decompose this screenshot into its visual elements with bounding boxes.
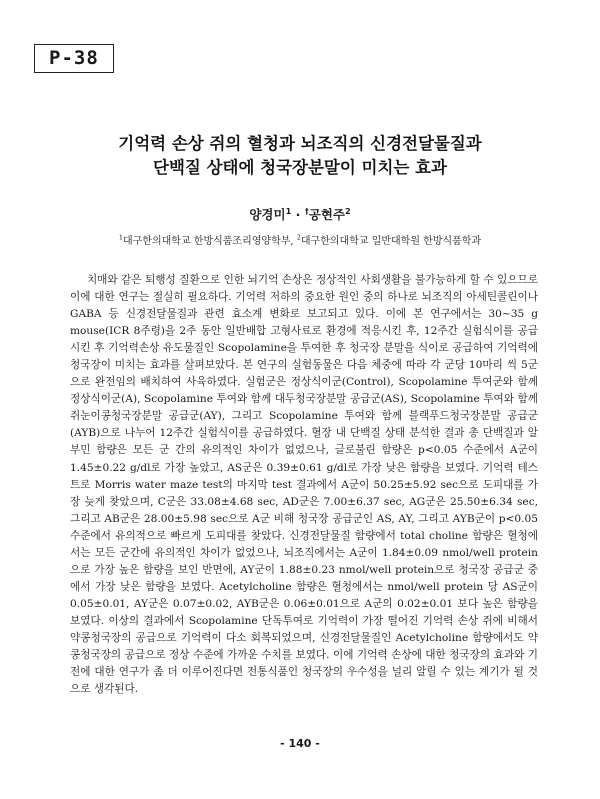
paper-title: [0, 132, 600, 180]
title-line-2: 단백질 상태에 청국장분말이 미치는 효과: [153, 158, 447, 177]
author-2-name: 공현주: [308, 207, 345, 222]
page-number: - 140 -: [280, 737, 320, 750]
poster-number-badge: P-38: [34, 44, 114, 73]
affil-1-mark: 1: [118, 233, 123, 242]
author-1-affil-mark: 1: [285, 205, 292, 216]
affil-1-text: 대구한의대학교 한방식품조리영양학부,: [122, 236, 297, 247]
corresponding-author-mark: †: [304, 205, 309, 216]
affil-2-text: 대구한의대학교 일반대학원 한방식품학과: [300, 236, 482, 247]
affiliations: [0, 232, 600, 247]
abstract-body: 치매와 같은 퇴행성 질환으로 인한 뇌기억 손상은 정상적인 사회생활을 불가능하게 할 수 있으므로 이에 대한 연구는 절실히 필요하다. 기억력 저하의 중요한 원인 중의 하나로 뇌조직의 아세틴콜린이나 GABA 등 신경전달물질과 관련 효소계 변화로 보고되고 있다. 이에 본 연구에서는 30~35 g mouse(ICR 8주령)을 2주 동안 일반배합 고형사료로 환경에 적응시킨 후, 12주간 실험식이를 공급시킨 후 기억력손상 유도물질인 Scopolamine을 투여한 후 청국장 분말을 식이로 공급하여 기억력에 청국장이 미치는 효과를 살펴보았다. 본 연구의 실험동물은 다음 체중에 따라 각 군당 10마리 씩 5군으로 완전임의 배치하여 사육하였다. 실험군은 정상식이군(Control), Scopolamine 투여군와 함께 정상식이군(A), Scopolamine 투여와 함께 대두청국장분말 공급군(AS), Scopolamine 투여와 함께 쥐눈이콩청국장분말 공급군(AY), 그리고 Scopolamine 투여와 함께 블랙푸드청국장분말 공급군(AYB)으로 나누어 12주간 실험식이를 공급하였다. 혈장 내 단백질 상태 분석한 결과 총 단백질과 알부민 함량은 모든 군 간의 유의적인 차이가 없었으나, 글로불린 함량은 p<0.05 수준에서 A군이 1.45±0.22 g/dl로 가장 높았고, AS군은 0.39±0.61 g/dl로 가장 낮은 함량을 보였다. 기억력 테스트로 Morris water maze test의 마지막 test 결과에서 A군이 50.25±5.92 sec으로 도피대를 가장 늦게 찾았으며, C군은 33.08±4.68 sec, AD군은 7.00±6.37 sec, AG군은 25.50±6.34 sec, 그리고 AB군은 28.00±5.98 sec으로 A군 비해 청국장 공급군인 AS, AY, 그리고 AYB군이 p<0.05 수준에서 유의적으로 빠르게 도피대를 찾았다. 신경전달물질 함량에서 total choline 함량은 혈청에서는 모든 군간에 유의적인 차이가 없었으나, 뇌조직에서는 A군이 1.84±0.09 nmol/well protein으로 가장 높은 함량을 보인 반면에, AY군이 1.88±0.23 nmol/well protein으로 청국장 공급군 중에서 가장 낮은 함량을 보였다. Acetylcholine 함량은 혈청에서는 nmol/well protein 당 AS군이 0.05±0.01, AY군은 0.07±0.02, AYB군은 0.06±0.01으로 A군의 0.02±0.01 보다 높은 함량을 보였다. 이상의 결과에서 Scopolamine 단독투여로 기억력이 가장 떨어진 기억력 손상 쥐에 비해서 약콩청국장의 공급으로 기억력이 다소 회복되었으며, 신경전달물질인 Acetylcholine 함량에서도 약콩청국장의 공급으로 정상 수준에 가까운 수치를 보였다. 이에 기억력 손상에 대한 청국장의 효과와 기전에 대한 연구가 좀 더 이루어진다면 전통식품인 청국장의 우수성을 널리 알릴 수 있는 계기가 될 것으로 생각된다.: [70, 274, 538, 696]
title-line-1: 기억력 손상 쥐의 혈청과 뇌조직의 신경전달물질과: [118, 134, 482, 153]
author-1-name: 양경미: [249, 207, 286, 222]
author-list: [0, 205, 600, 223]
affil-2-mark: 2: [296, 233, 301, 242]
author-separator: ·: [291, 207, 305, 222]
author-2-affil-mark: 2: [344, 205, 351, 216]
